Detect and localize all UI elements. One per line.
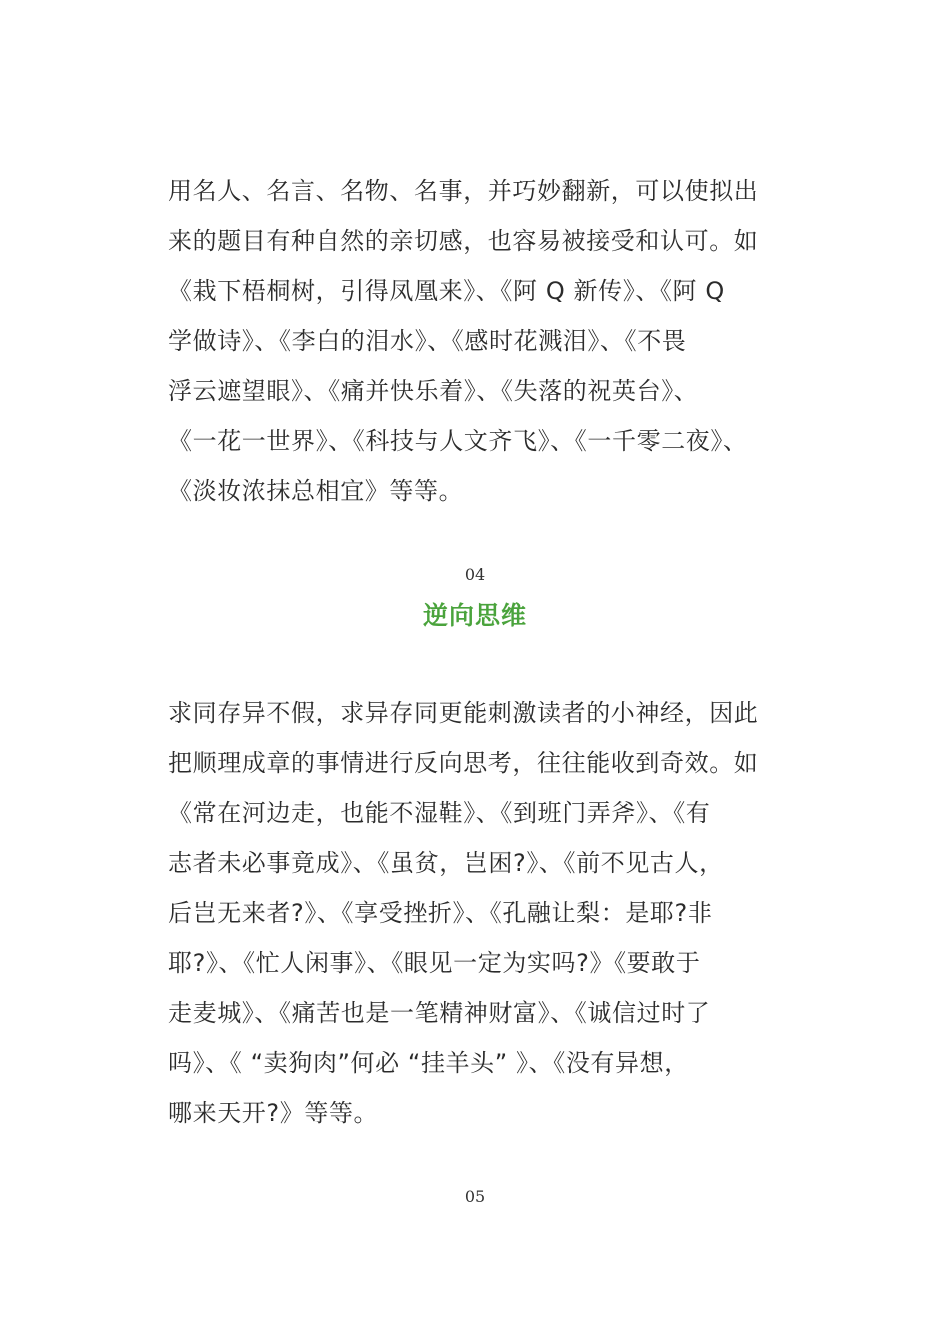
paragraph-line: 把顺理成章的事情进行反向思考，往往能收到奇效。如 <box>168 749 759 777</box>
paragraph-line: 《一花一世界》、《科技与人文齐飞》、《一千零二夜》、 <box>168 427 748 455</box>
section-number-04: 04 <box>464 565 486 584</box>
paragraph-famous-names <box>168 166 784 516</box>
paragraph-line: 浮云遮望眼》、《痛并快乐着》、《失落的祝英台》、 <box>168 377 699 405</box>
paragraph-line: 用名人、名言、名物、名事，并巧妙翻新，可以使拟出 <box>168 177 759 205</box>
paragraph-line: 志者未必事竟成》、《虽贫，岂困?》、《前不见古人， <box>168 849 724 877</box>
paragraph-line: 吗》、《 “卖狗肉”何必 “挂羊头” 》、《没有异想， <box>168 1049 689 1077</box>
paragraph-line: 哪来天开?》等等。 <box>168 1099 379 1127</box>
paragraph-line: 后岂无来者?》、《享受挫折》、《孔融让梨：是耶?非 <box>168 899 713 927</box>
paragraph-line: 《淡妆浓抹总相宜》等等。 <box>168 477 464 505</box>
paragraph-line: 《常在河边走，也能不湿鞋》、《到班门弄斧》、《有 <box>168 799 711 827</box>
paragraph-line: 《栽下梧桐树，引得凤凰来》、《阿 Q 新传》、《阿 Q <box>168 277 725 305</box>
paragraph-line: 耶?》、《忙人闲事》、《眼见一定为实吗?》《要敢于 <box>168 949 701 977</box>
paragraph-line: 学做诗》、《李白的泪水》、《感时花溅泪》、《不畏 <box>168 327 687 355</box>
section-number-05: 05 <box>464 1187 486 1206</box>
paragraph-line: 来的题目有种自然的亲切感，也容易被接受和认可。如 <box>168 227 759 255</box>
paragraph-line: 求同存异不假，求异存同更能刺激读者的小神经，因此 <box>168 699 759 727</box>
section-title: 逆向思维 <box>422 601 527 630</box>
paragraph-line: 走麦城》、《痛苦也是一笔精神财富》、《诚信过时了 <box>168 999 711 1027</box>
paragraph-reverse-thinking <box>168 688 784 1138</box>
